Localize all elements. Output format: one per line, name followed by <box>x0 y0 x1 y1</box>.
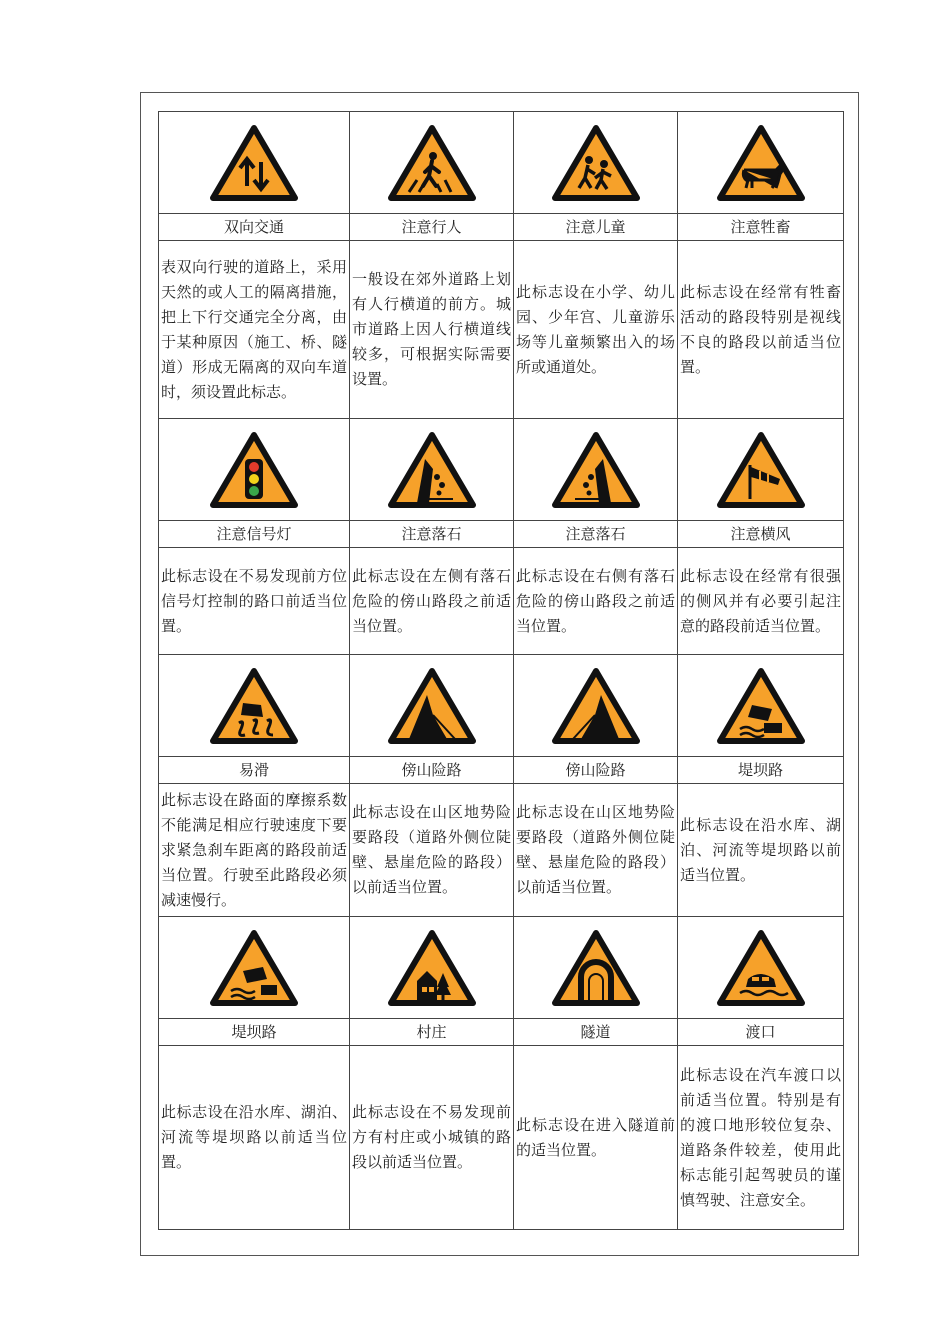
sign-image-row <box>159 655 844 757</box>
sign-image-cell <box>159 655 350 757</box>
children-sign-icon <box>514 122 677 204</box>
sign-name: 隧道 <box>514 1019 678 1046</box>
sign-description-row <box>159 241 844 419</box>
sign-name: 注意行人 <box>350 214 514 241</box>
sign-name-row <box>159 757 844 784</box>
sign-description: 此标志设在小学、幼儿园、少年宫、儿童游乐场等儿童频繁出入的场所或通道处。 <box>514 241 678 419</box>
sign-image-cell <box>159 112 350 214</box>
sign-image-row <box>159 419 844 521</box>
crosswind-sign-icon <box>678 429 843 511</box>
falling-rocks-right-sign-icon <box>514 429 677 511</box>
sign-name: 注意横风 <box>678 521 844 548</box>
pedestrian-crossing-sign-icon <box>350 122 513 204</box>
sign-name: 傍山险路 <box>350 757 514 784</box>
sign-name: 堤坝路 <box>159 1019 350 1046</box>
sign-image-row <box>159 112 844 214</box>
sign-description-row <box>159 548 844 655</box>
sign-name: 堤坝路 <box>678 757 844 784</box>
embankment-road-sign-icon <box>678 665 843 747</box>
sign-description: 此标志设在不易发现前方位信号灯控制的路口前适当位置。 <box>159 548 350 655</box>
village-sign-icon <box>350 927 513 1009</box>
warning-signs-table <box>158 111 844 1230</box>
sign-image-cell <box>514 112 678 214</box>
sign-description-row <box>159 784 844 917</box>
sign-name: 双向交通 <box>159 214 350 241</box>
ferry-sign-icon <box>678 927 843 1009</box>
sign-description: 此标志设在右侧有落石危险的傍山路段之前适当位置。 <box>514 548 678 655</box>
sign-description: 此标志设在左侧有落石危险的傍山路段之前适当位置。 <box>350 548 514 655</box>
sign-name: 傍山险路 <box>514 757 678 784</box>
sign-image-cell <box>350 112 514 214</box>
sign-name: 村庄 <box>350 1019 514 1046</box>
sign-image-cell <box>514 419 678 521</box>
sign-image-cell <box>350 917 514 1019</box>
sign-name: 注意牲畜 <box>678 214 844 241</box>
sign-name: 渡口 <box>678 1019 844 1046</box>
sign-description: 此标志设在汽车渡口以前适当位置。特别是有的渡口地形较位复杂、道路条件较差，使用此标志能引起驾驶员的谨慎驾驶、注意安全。 <box>678 1046 844 1230</box>
sign-image-cell <box>678 419 844 521</box>
sign-image-cell <box>514 917 678 1019</box>
sign-description: 此标志设在山区地势险要路段（道路外侧位陡壁、悬崖危险的路段）以前适当位置。 <box>514 784 678 917</box>
sign-description: 一般设在郊外道路上划有人行横道的前方。城市道路上因人行横道线较多，可根据实际需要设置。 <box>350 241 514 419</box>
sign-name-row <box>159 521 844 548</box>
sign-image-cell <box>350 419 514 521</box>
sign-image-cell <box>678 112 844 214</box>
sign-description: 此标志设在山区地势险要路段（道路外侧位陡壁、悬崖危险的路段）以前适当位置。 <box>350 784 514 917</box>
sign-image-cell <box>678 655 844 757</box>
livestock-sign-icon <box>678 122 843 204</box>
sign-name: 注意儿童 <box>514 214 678 241</box>
mountain-road-right-sign-icon <box>514 665 677 747</box>
sign-image-cell <box>678 917 844 1019</box>
sign-name: 易滑 <box>159 757 350 784</box>
sign-description: 表双向行驶的道路上，采用天然的或人工的隔离措施，把上下行交通完全分离，由于某种原因（施工、桥、隧道）形成无隔离的双向车道时，须设置此标志。 <box>159 241 350 419</box>
sign-description-row <box>159 1046 844 1230</box>
sign-description: 此标志设在沿水库、湖泊、河流等堤坝路以前适当位置。 <box>159 1046 350 1230</box>
sign-name: 注意落石 <box>350 521 514 548</box>
sign-image-cell <box>159 419 350 521</box>
two-way-traffic-sign-icon <box>159 122 349 204</box>
sign-description: 此标志设在沿水库、湖泊、河流等堤坝路以前适当位置。 <box>678 784 844 917</box>
sign-image-cell <box>350 655 514 757</box>
sign-description: 此标志设在经常有牲畜活动的路段特别是视线不良的路段以前适当位置。 <box>678 241 844 419</box>
sign-description: 此标志设在经常有很强的侧风并有必要引起注意的路段前适当位置。 <box>678 548 844 655</box>
sign-description: 此标志设在不易发现前方有村庄或小城镇的路段以前适当位置。 <box>350 1046 514 1230</box>
sign-name-row <box>159 214 844 241</box>
sign-image-cell <box>159 917 350 1019</box>
falling-rocks-left-sign-icon <box>350 429 513 511</box>
sign-description: 此标志设在路面的摩擦系数不能满足相应行驶速度下要求紧急刹车距离的路段前适当位置。行驶至此路段必须减速慢行。 <box>159 784 350 917</box>
sign-image-row <box>159 917 844 1019</box>
sign-name-row <box>159 1019 844 1046</box>
sign-name: 注意信号灯 <box>159 521 350 548</box>
sign-name: 注意落石 <box>514 521 678 548</box>
tunnel-sign-icon <box>514 927 677 1009</box>
embankment-road-left-sign-icon <box>159 927 349 1009</box>
mountain-road-left-sign-icon <box>350 665 513 747</box>
sign-image-cell <box>514 655 678 757</box>
slippery-road-sign-icon <box>159 665 349 747</box>
sign-description: 此标志设在进入隧道前的适当位置。 <box>514 1046 678 1230</box>
traffic-light-sign-icon <box>159 429 349 511</box>
